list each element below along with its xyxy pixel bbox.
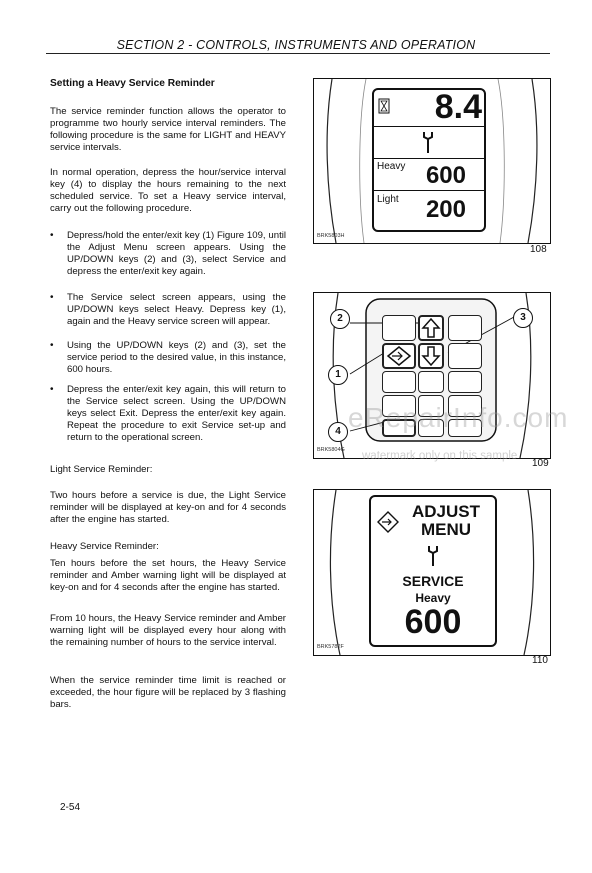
watermark-subtitle: watermark only on this sample	[362, 450, 518, 462]
service-label: SERVICE	[402, 573, 464, 589]
figure-number-108: 108	[530, 244, 547, 255]
bullet-2: • The Service select screen appears, using the UP/DOWN keys select Heavy. Depress key (1), again and the Heavy service screen will appear.	[50, 292, 286, 328]
paragraph-intro: The service reminder function allows the operator to programme two hourly service interval reminders. The following procedure is the same for LIGHT and HEAVY service intervals.	[50, 106, 286, 153]
wrench-icon	[425, 545, 441, 567]
light-value: 200	[425, 196, 466, 223]
callout-1: 1	[328, 365, 348, 385]
lcd-screen	[372, 88, 486, 232]
figure-number-110: 110	[532, 655, 548, 666]
arrow-down-icon	[420, 345, 442, 367]
up-key[interactable]	[418, 315, 444, 341]
figure-108	[313, 78, 551, 244]
figure-code: BRK5782F	[317, 644, 344, 650]
heavy-body-1: Ten hours before the set hours, the Heavy Service reminder and Amber warning light will be displayed at key-on and for 4 seconds after the engine has started.	[50, 558, 286, 593]
hourglass-icon	[378, 98, 390, 114]
callout-3: 3	[513, 308, 533, 328]
heavy-body-2: From 10 hours, the Heavy Service reminder and Amber warning light will be displayed every hour along with the remaining number of hours to the service interval.	[50, 613, 286, 648]
bullet-1: • Depress/hold the enter/exit key (1) Figure 109, until the Adjust Menu screen appears. Using the UP/DOWN keys (2) and (3), select Service and depress the enter/exit key again.	[50, 230, 286, 278]
figure-code: BRK5803H	[317, 233, 345, 239]
figure-code: BRK5804G	[317, 447, 345, 453]
figure-110	[313, 489, 551, 656]
down-key[interactable]	[418, 343, 444, 369]
heavy-label: Heavy	[415, 591, 451, 605]
engine-hours-value: 8.4	[434, 88, 482, 126]
keypad-button-a[interactable]	[382, 371, 416, 393]
enter-exit-key[interactable]	[382, 343, 416, 369]
lcd-divider	[374, 126, 484, 127]
service-hours-value: 600	[404, 603, 462, 641]
keypad-button-b[interactable]	[418, 371, 444, 393]
light-label: Light	[377, 194, 399, 205]
header-rule	[46, 53, 550, 54]
paragraph-normal-operation: In normal operation, depress the hour/service interval key (4) to display the hours remaining to the next scheduled service. To set a Heavy service interval, carry out the following procedure.	[50, 167, 286, 214]
heavy-value: 600	[425, 162, 466, 189]
lcd-divider	[374, 158, 484, 159]
heading: Setting a Heavy Service Reminder	[50, 78, 215, 89]
adjust-label: ADJUST	[411, 502, 480, 521]
watermark: eRepairInfo.com	[348, 402, 569, 433]
menu-label: MENU	[420, 520, 472, 539]
enter-exit-icon	[377, 511, 399, 533]
heavy-label: Heavy	[377, 161, 406, 172]
keypad-button-clear[interactable]	[448, 315, 482, 341]
keypad-button-hatch[interactable]	[448, 343, 482, 369]
callout-2: 2	[330, 309, 350, 329]
bullet-3: • Using the UP/DOWN keys (2) and (3), set the service period to the desired value, in this instance, 600 hours.	[50, 340, 286, 376]
page-number: 2-54	[60, 802, 81, 813]
callout-4: 4	[328, 422, 348, 442]
bullet-4: • Depress the enter/exit key again, this will return to the Service select screen. Using the UP/DOWN keys select Exit. Depress the enter/exit key again. Repeat the procedure to exit Service set-up and return to the operational screen.	[50, 384, 286, 444]
keypad-button-display[interactable]	[382, 315, 416, 341]
section-header: SECTION 2 - CONTROLS, INSTRUMENTS AND OPERATION	[116, 38, 476, 52]
lcd-divider	[374, 190, 484, 191]
final-paragraph: When the service reminder time limit is reached or exceeded, the hour figure will be replaced by 3 flashing bars.	[50, 675, 286, 710]
light-body: Two hours before a service is due, the Light Service reminder will be displayed at key-on and for 4 seconds after the engine has started.	[50, 490, 286, 525]
light-title: Light Service Reminder:	[50, 464, 153, 475]
enter-exit-icon	[384, 345, 414, 367]
keypad-button-c[interactable]	[448, 371, 482, 393]
figure-number-109: 109	[532, 458, 549, 469]
wrench-icon	[420, 130, 436, 154]
arrow-up-icon	[420, 317, 442, 339]
heavy-title: Heavy Service Reminder:	[50, 541, 159, 552]
adjust-menu-screen	[369, 495, 497, 647]
